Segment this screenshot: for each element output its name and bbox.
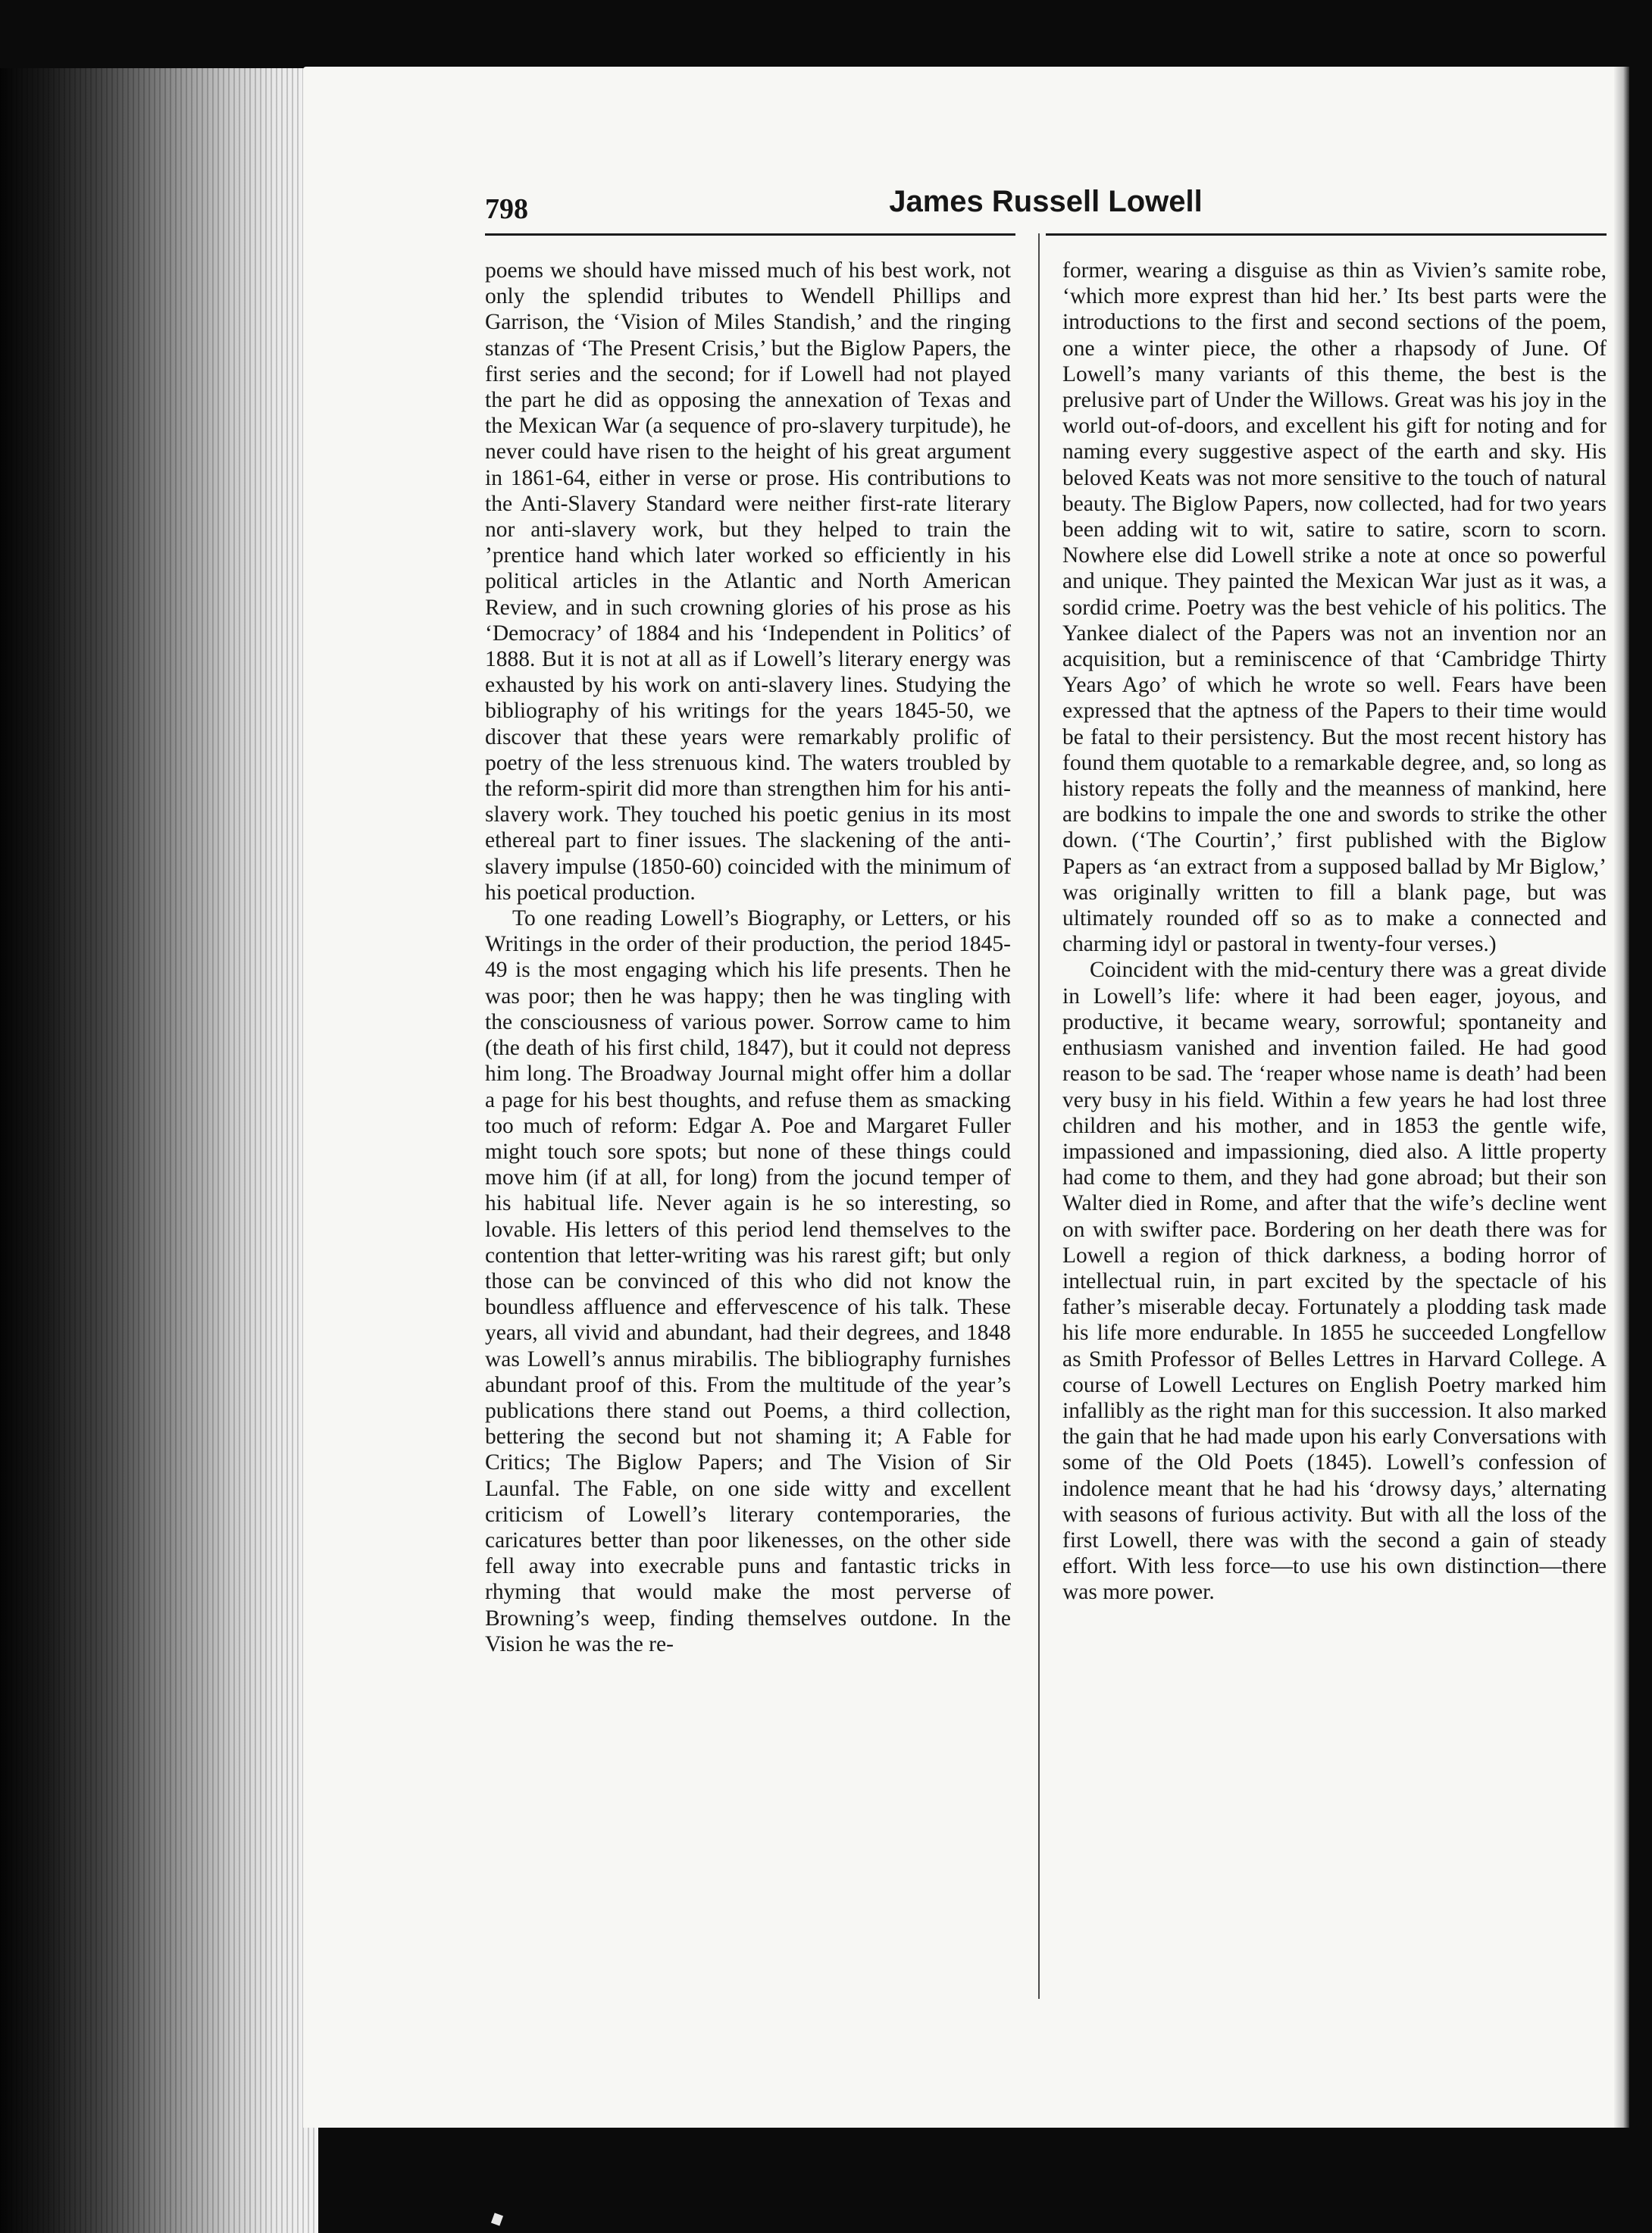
right-column — [1062, 258, 1607, 2000]
page-number: 798 — [485, 193, 528, 225]
page-header — [485, 185, 1607, 230]
right-paragraph-1: former, wearing a disguise as thin as Vivien’s samite robe, ‘which more exprest than hid her.’ Its best parts were the introductions to the first and second sections of the poem, one a winter piece, the other a rhapsody of June. Of Lowell’s many variants of this theme, the best is the prelusive part of Under the Willows. Great was his joy in the world out-of-doors, and excellent his gift for noting and for naming every suggestive aspect of the earth and sky. His beloved Keats was not more sensitive to the touch of natural beauty. The Biglow Papers, now collected, had for two years been adding wit to wit, satire to satire, scorn to scorn. Nowhere else did Lowell strike a note at once so powerful and unique. They painted the Mexican War just as it was, a sordid crime. Poetry was the best vehicle of his politics. The Yankee dialect of the Papers was not an invention nor an acquisition, but a reminiscence of that ‘Cambridge Thirty Years Ago’ of which he wrote so well. Fears have been expressed that the aptness of the Papers to their time would be fatal to their persistency. But the most recent history has found them quotable to a remarkable degree, and, so long as history repeats the folly and the meanness of mankind, here are bodkins to impale the one and swords to strike the other down. (‘The Courtin’,’ first published with the Biglow Papers as ‘an extract from a supposed ballad by Mr Biglow,’ was originally written to fill a blank page, but was ultimately rounded off so as to make a connected and charming idyl or pastoral in twenty-four verses.) — [1062, 258, 1607, 957]
left-paragraph-1: poems we should have missed much of his best work, not only the splendid tributes to Wendell Phillips and Garrison, the ‘Vision of Miles Standish,’ and the ringing stanzas of ‘The Present Crisis,’ but the Biglow Papers, the first series and the second; for if Lowell had not played the part he did as opposing the annexation of Texas and the Mexican War (a sequence of pro-slavery turpitude), he never could have risen to the height of his great argument in 1861-64, either in verse or prose. His contributions to the Anti-Slavery Standard were neither first-rate literary nor anti-slavery work, but they helped to train the ’prentice hand which later worked so efficiently in his political articles in the Atlantic and North American Review, and in such crowning glories of his prose as his ‘Democracy’ of 1884 and his ‘Independent in Politics’ of 1888. But it is not at all as if Lowell’s literary energy was exhausted by his work on anti-slavery lines. Studying the bibliography of his writings for the years 1845-50, we discover that these years were remarkably prolific of poetry of the less strenuous kind. The waters troubled by the reform-spirit did more than strengthen him for his anti-slavery work. They touched his poetic genius in its most ethereal part to finer issues. The slackening of the anti-slavery impulse (1850-60) coincided with the minimum of his poetical production. — [485, 258, 1011, 905]
header-rule-left — [485, 233, 1015, 236]
book-binding-edge — [0, 68, 318, 2233]
left-paragraph-2: To one reading Lowell’s Biography, or Letters, or his Writings in the order of their production, the period 1845-49 is the most engaging which his life presents. Then he was poor; then he was happy; then he was tingling with the consciousness of various power. Sorrow came to him (the death of his first child, 1847), but it could not depress him long. The Broadway Journal might offer him a dollar a page for his best thoughts, and refuse them as smacking too much of reform: Edgar A. Poe and Margaret Fuller might touch sore spots; but none of these things could move him (if at all, for long) from the jocund temper of his habitual life. Never again is he so interesting, so lovable. His letters of this period lend themselves to the contention that letter-writing was his rarest gift; but only those can be convinced of this who did not know the boundless affluence and effervescence of his talk. These years, all vivid and abundant, had their degrees, and 1848 was Lowell’s annus mirabilis. The bibliography furnishes abundant proof of this. From the multitude of the year’s publications there stand out Poems, a third collection, bettering the second but not shaming it; A Fable for Critics; The Biglow Papers; and The Vision of Sir Launfal. The Fable, on one side witty and excellent criticism of Lowell’s literary contemporaries, the caricatures better than poor likenesses, on the other side fell away into execrable puns and fantastic tricks in rhyming that would make the most perverse of Browning’s weep, finding themselves outdone. In the Vision he was the re- — [485, 906, 1011, 1656]
right-paragraph-2: Coincident with the mid-century there was a great divide in Lowell’s life: where it had been eager, joyous, and productive, it became weary, sorrowful; spontaneity and enthusiasm vanished and invention failed. He had good reason to be sad. The ‘reaper whose name is death’ had been very busy in his field. Within a few years he had lost three children and his mother, and in 1853 the gentle wife, impassioned and impassioning, died also. A little property had come to them, and they had gone abroad; but their son Walter died in Rome, and after that the wife’s decline went on with swifter pace. Bordering on her death there was for Lowell a region of thick darkness, a boding horror of intellectual ruin, in part excited by the spectacle of his father’s miserable decay. Fortunately a plodding task made his life more endurable. In 1855 he succeeded Longfellow as Smith Professor of Belles Lettres in Harvard College. A course of Lowell Lectures on English Poetry marked him infallibly as the right man for this succession. It also marked the gain that he had made upon his early Conversations with some of the Old Poets (1845). Lowell’s confession of indolence meant that he had his ‘drowsy days,’ alternating with seasons of furious activity. But with all the loss of the first Lowell, there was with the second a gain of steady effort. With less force—to use his own distinction—there was more power. — [1062, 958, 1607, 1605]
scan-artifact — [491, 2213, 503, 2225]
running-head: James Russell Lowell — [889, 185, 1203, 218]
header-rule-right — [1046, 233, 1607, 236]
left-column — [485, 258, 1011, 2000]
column-divider — [1038, 233, 1040, 1999]
page-right-edge — [1614, 67, 1629, 2128]
